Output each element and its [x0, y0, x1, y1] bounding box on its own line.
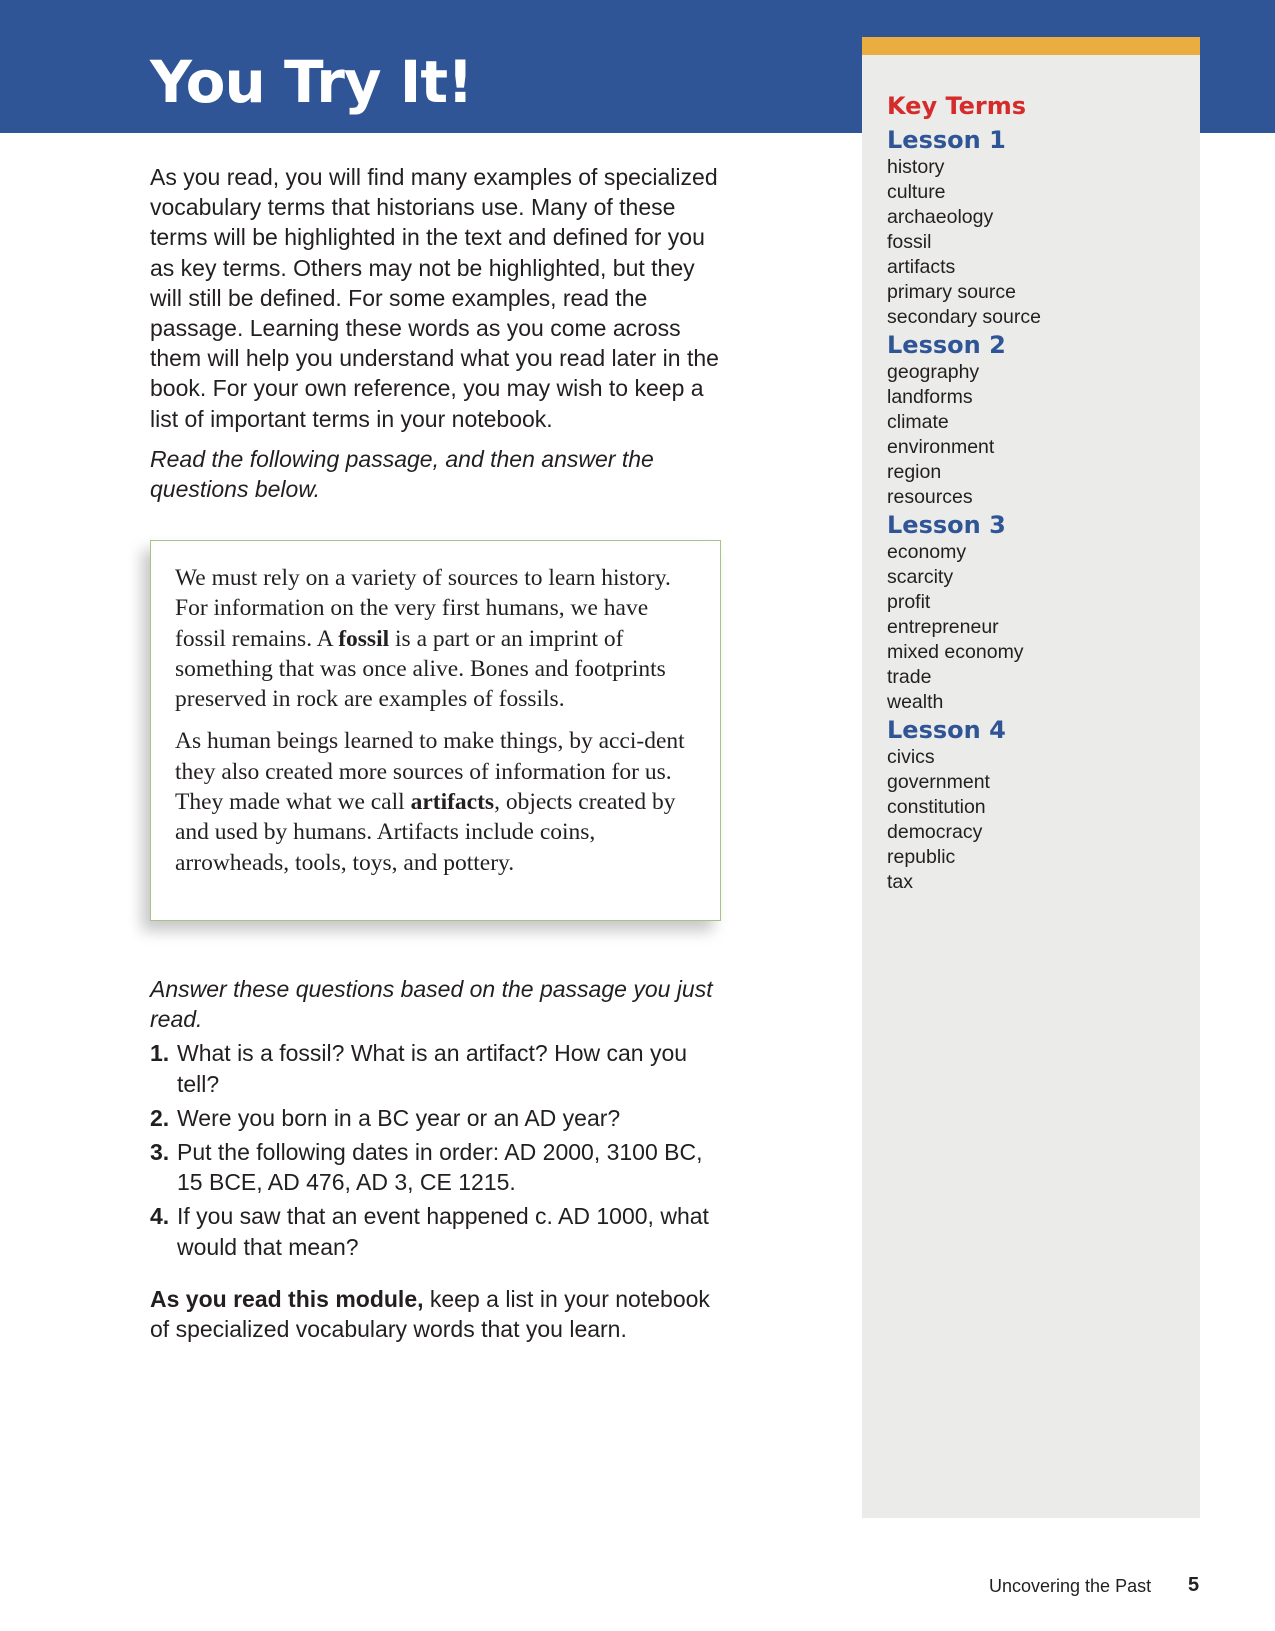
question-number: 4. [150, 1203, 170, 1230]
question-text: Were you born in a BC year or an AD year? [177, 1104, 621, 1131]
intro-paragraph: As you read, you will find many examples of specialized vocabulary terms that historians use. Many of these terms will be highlighted in the text and defined for you as key terms. Others may not be highlighted, but they will still be defined. For some examples, read the passage. Learning these words as you come across them will help you understand what you read later in the book. For your own reference, you may wish to keep a list of important terms in your notebook. [150, 164, 719, 432]
key-term: history [887, 156, 945, 178]
key-term: region [887, 461, 942, 483]
questions-section [150, 974, 730, 1344]
key-term: culture [887, 181, 946, 203]
closing-bold-lead: As you read this module, [150, 1285, 424, 1312]
questions-intro: Answer these questions based on the passage you just read. [150, 976, 713, 1033]
key-term: scarcity [887, 566, 954, 588]
lesson-title: Lesson 3 [887, 511, 1006, 539]
key-term-fossil: fossil [338, 625, 390, 652]
key-term: trade [887, 666, 932, 688]
closing-paragraph [150, 1284, 730, 1344]
question-text: What is a fossil? What is an artifact? How can you tell? [177, 1040, 688, 1097]
page-number: 5 [1188, 1574, 1200, 1596]
key-term: archaeology [887, 206, 994, 228]
key-term: republic [887, 846, 956, 868]
key-term: economy [887, 541, 967, 563]
key-term: entrepreneur [887, 616, 999, 638]
key-terms-sidebar [862, 37, 1200, 1518]
key-term: constitution [887, 796, 986, 818]
lesson-title: Lesson 4 [887, 716, 1006, 744]
key-term-artifacts: artifacts [410, 789, 495, 816]
key-term: democracy [887, 821, 983, 843]
key-term: climate [887, 411, 949, 433]
question-list [150, 1038, 730, 1261]
closing-text: keep a list in your notebook of specialized vocabulary words that you learn. [150, 1285, 710, 1343]
key-term: artifacts [887, 256, 956, 278]
passage-paragraph-1 [175, 563, 696, 714]
passage-text: is a part or an imprint of something that was once alive. Bones and footprints preserved in rock are examples of fossils. [175, 625, 666, 713]
passage-text: As human beings learned to make things, by acci-dent they also created more sources of information for us. They made what we call [175, 728, 685, 816]
lesson-title: Lesson 1 [887, 126, 1006, 154]
key-term: government [887, 771, 990, 793]
key-term: geography [887, 361, 980, 383]
key-term: resources [887, 486, 973, 508]
question-text: Put the following dates in order: AD 2000, 3100 BC, 15 BCE, AD 476, AD 3, CE 1215. [177, 1139, 703, 1196]
lesson-title: Lesson 2 [887, 331, 1006, 359]
intro-section [150, 162, 730, 504]
key-term: primary source [887, 281, 1016, 303]
key-term: fossil [887, 231, 932, 253]
footer-module-title: Uncovering the Past [989, 1576, 1152, 1596]
key-term: mixed economy [887, 641, 1024, 663]
question-item [150, 1038, 730, 1098]
key-term: civics [887, 746, 935, 768]
instruction-text: Read the following passage, and then answer the questions below. [150, 445, 654, 503]
question-number: 3. [150, 1139, 170, 1166]
passage-text: , objects created by and used by humans. Artifacts include coins, arrowheads, tools, toys, and pottery. [175, 789, 676, 876]
question-item [150, 1103, 730, 1133]
key-term: landforms [887, 386, 973, 408]
key-term: secondary source [887, 306, 1041, 328]
passage-box [150, 540, 721, 921]
key-term: tax [887, 871, 914, 893]
key-term: environment [887, 436, 995, 458]
page-title: You Try It! [150, 48, 473, 116]
passage-text: We must rely on a variety of sources to learn history. For information on the very first humans, we have fossil remains. A [175, 565, 671, 652]
question-item [150, 1137, 730, 1197]
passage-paragraph-2 [175, 726, 696, 877]
key-terms-heading: Key Terms [887, 92, 1027, 120]
question-number: 1. [150, 1040, 170, 1067]
key-term: profit [887, 591, 931, 613]
question-text: If you saw that an event happened c. AD 1000, what would that mean? [177, 1203, 709, 1260]
question-item [150, 1201, 730, 1261]
question-number: 2. [150, 1104, 170, 1131]
key-term: wealth [887, 691, 944, 713]
